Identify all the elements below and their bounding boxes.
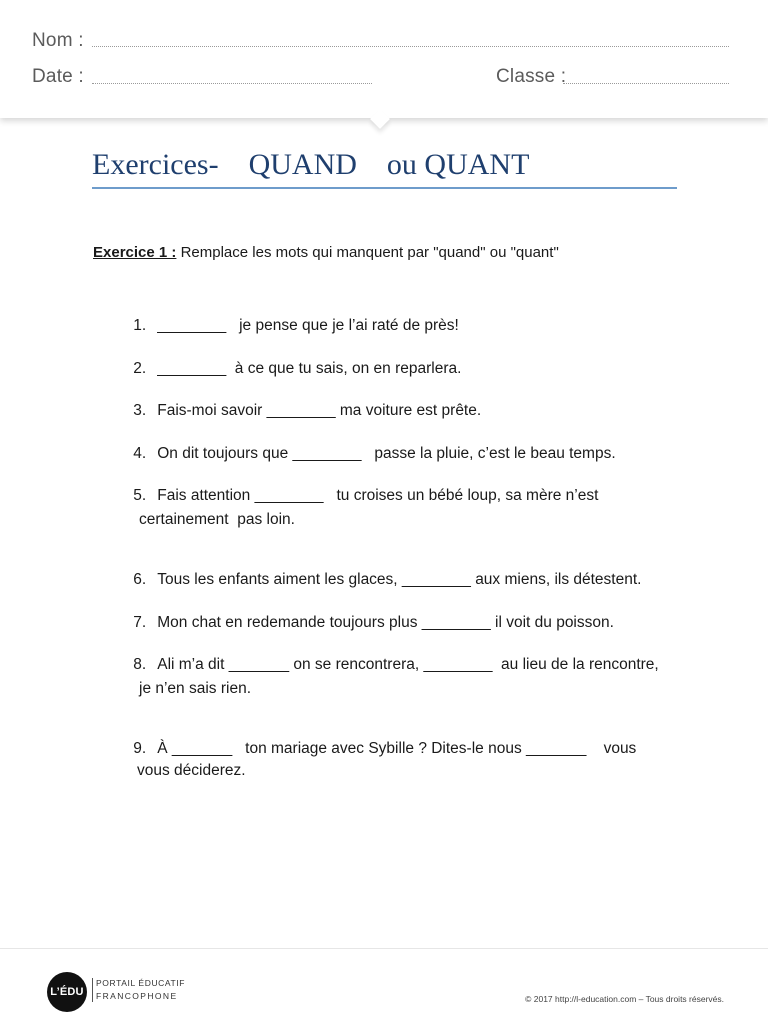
question-5-continuation: certainement pas loin. <box>139 511 295 528</box>
date-field[interactable] <box>92 83 372 84</box>
worksheet-title: Exercices- QUAND ou QUANT <box>92 148 530 181</box>
student-info-header <box>0 0 768 118</box>
question-text: Ali m’a dit _______ on se rencontrera, ________ au lieu de la rencontre, <box>157 656 659 673</box>
worksheet-title-block <box>92 144 677 186</box>
question-text: Mon chat en redemande toujours plus ________ il voit du poisson. <box>157 614 614 631</box>
question-number: 3. <box>133 402 147 419</box>
exercise-instruction <box>93 244 559 261</box>
question-number: 7. <box>133 614 147 631</box>
copyright-notice: © 2017 http://l-education.com – Tous droits réservés. <box>525 994 724 1004</box>
date-label: Date : <box>32 66 84 87</box>
nom-field[interactable] <box>92 46 729 47</box>
classe-label: Classe : <box>496 66 567 87</box>
question-text: Tous les enfants aiment les glaces, ________ aux miens, ils détestent. <box>157 571 642 588</box>
portal-label-line2: FRANCOPHONE <box>96 991 178 1001</box>
question-number: 5. <box>133 487 147 504</box>
question-number: 8. <box>133 656 147 673</box>
question-number: 1. <box>133 317 147 334</box>
question-text: ________ je pense que je l’ai raté de près! <box>157 317 459 334</box>
logo-text: L’ÉDU <box>50 986 84 998</box>
logo-separator <box>92 978 93 1002</box>
question-text: Fais-moi savoir ________ ma voiture est prête. <box>157 402 482 419</box>
nom-label: Nom : <box>32 30 84 51</box>
question-9-continuation: vous déciderez. <box>137 762 246 779</box>
question-text: On dit toujours que ________ passe la pluie, c’est le beau temps. <box>157 445 616 462</box>
exercise-label: Exercice 1 : <box>93 244 177 261</box>
classe-field[interactable] <box>563 83 729 84</box>
question-number: 6. <box>133 571 147 588</box>
question-number: 4. <box>133 445 147 462</box>
question-8-continuation: je n’en sais rien. <box>139 680 252 697</box>
exercise-instruction-text: Remplace les mots qui manquent par "quand" ou "quant" <box>176 244 559 261</box>
footer-divider <box>0 948 768 949</box>
question-number: 9. <box>133 740 147 757</box>
question-number: 2. <box>133 360 147 377</box>
portal-label-line1: PORTAIL ÉDUCATIF <box>96 978 186 988</box>
ledu-logo <box>47 972 87 1012</box>
question-text: Fais attention ________ tu croises un bébé loup, sa mère n’est <box>157 487 599 504</box>
question-text: À _______ ton mariage avec Sybille ? Dites-le nous _______ vous <box>157 740 637 757</box>
question-text: ________ à ce que tu sais, on en reparlera. <box>157 360 462 377</box>
title-underline <box>92 187 677 189</box>
